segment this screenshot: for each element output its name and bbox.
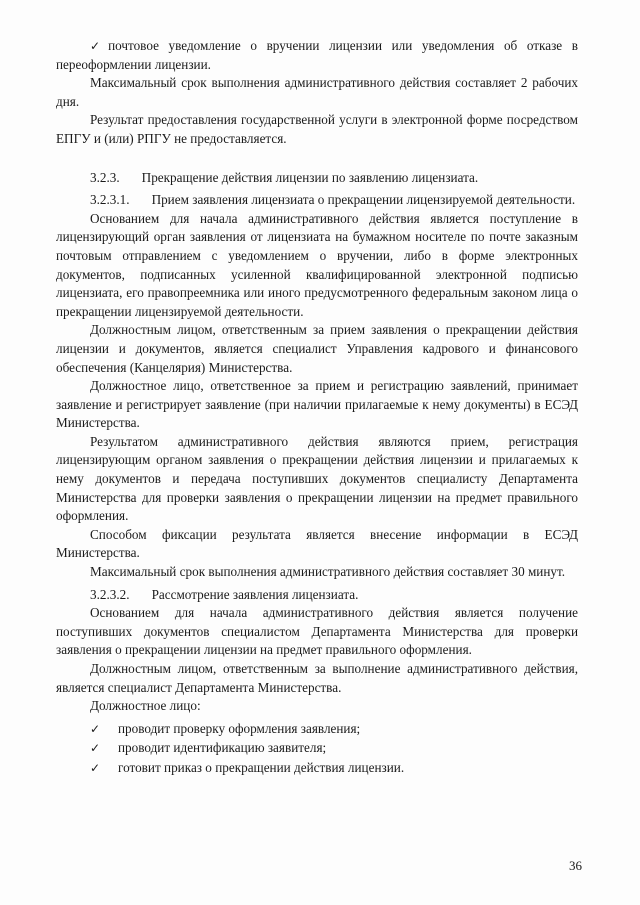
paragraph: Результатом административного действия являются прием, регистрация лицензирующим органом заявления о прекращении действия лицензии и прилагаемых к нему документов и передача поступивших документов специалисту Департамента Министерства для проверки заявления о прекращении лицензии на предмет правильного оформления.: [56, 433, 578, 524]
page-number: 36: [569, 858, 582, 873]
section-title: Прием заявления лицензиата о прекращении лицензируемой деятельности.: [151, 192, 576, 208]
paragraph: Должностное лицо, ответственное за прием и регистрацию заявлений, принимает заявление и регистрирует заявление (при наличии прилагаемые к нему документы) в ЕСЭД Министерства.: [56, 378, 578, 431]
paragraph: Должностное лицо:: [90, 698, 201, 714]
action-text: готовит приказ о прекращении действия лицензии.: [118, 759, 405, 775]
action-text: проводит идентификацию заявителя;: [118, 740, 327, 756]
checkmark-icon: ✓: [90, 721, 101, 736]
section-3-2-3-1-heading: [56, 191, 578, 210]
section-number: 3.2.3.: [90, 169, 120, 185]
section-3-2-3-2-heading: [56, 586, 578, 605]
checkmark-icon: ✓: [90, 39, 101, 53]
section-title: Прекращение действия лицензии по заявлению лицензиата.: [141, 169, 479, 185]
paragraph: Основанием для начала административного действия является получение поступивших документов специалистом Департамента Министерства для проверки заявления о прекращении лицензии на предмет правильного оформления.: [56, 605, 578, 658]
max-term-paragraph: Максимальный срок выполнения административного действия составляет 2 рабочих дня.: [56, 75, 578, 109]
action-text: проводит проверку оформления заявления;: [118, 720, 361, 736]
checkmark-icon: ✓: [90, 741, 101, 756]
result-paragraph: Результат предоставления государственной услуги в электронной форме посредством ЕПГУ и (или) РПГУ не предоставляется.: [56, 112, 578, 146]
notice-item: [56, 37, 578, 74]
section-title: Рассмотрение заявления лицензиата.: [151, 586, 359, 602]
section-number: 3.2.3.1.: [90, 192, 130, 208]
paragraph: Способом фиксации результата является внесение информации в ЕСЭД Министерства.: [56, 526, 578, 561]
action-list-item: [56, 739, 578, 758]
action-list-item: [56, 720, 578, 739]
document-body: [56, 37, 578, 778]
section-number: 3.2.3.2.: [90, 586, 130, 602]
paragraph: Основанием для начала административного действия является поступление в лицензирующий орган заявления от лицензиата на бумажном носителе по почте заказным почтовым отправлением с уведомлением о вручении, либо в форме электронных документов, подписанных усиленной квалифицированной электронной подписью лицензиата, его правопреемника или иного предусмотренного федеральным законом лица о прекращении лицензируемой деятельности.: [56, 210, 578, 319]
section-3-2-3-heading: [56, 169, 578, 188]
notice-item-text: почтовое уведомление о вручении лицензии или уведомления об отказе в переоформлении лицензии.: [56, 38, 578, 72]
paragraph: Должностным лицом, ответственным за прием заявления о прекращении действия лицензии и документов, является специалист Управления кадрового и финансового обеспечения (Канцелярия) Министерства.: [56, 322, 578, 375]
action-list-item: [56, 759, 578, 778]
paragraph: Максимальный срок выполнения административного действия составляет 30 минут.: [90, 564, 566, 580]
paragraph: Должностным лицом, ответственным за выполнение административного действия, является специалист Департамента Министерства.: [56, 661, 578, 695]
checkmark-icon: ✓: [90, 760, 101, 775]
